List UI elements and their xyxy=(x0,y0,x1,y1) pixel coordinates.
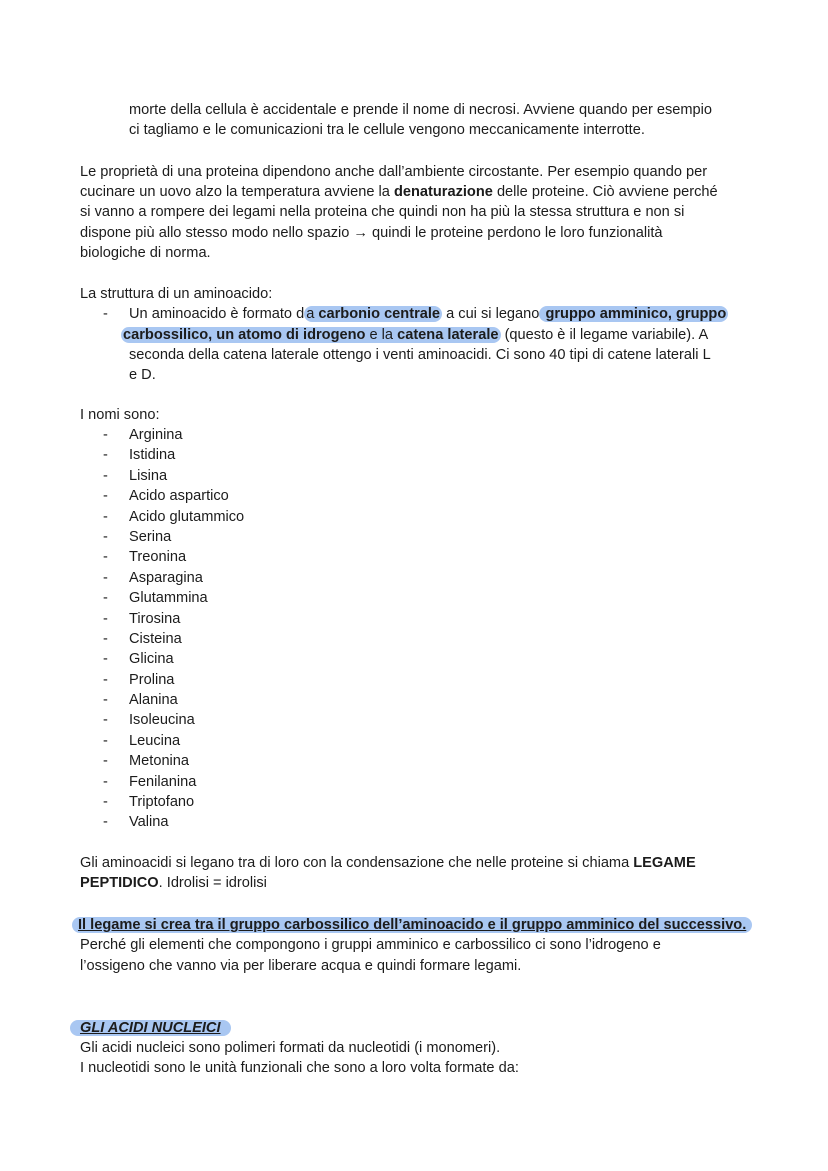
list-item-label: Serina xyxy=(129,528,172,545)
list-item-dash: - xyxy=(103,671,108,688)
structure-bullet-dash: - xyxy=(103,306,108,322)
list-item-dash: - xyxy=(103,814,108,831)
aminoacid-names-list xyxy=(80,425,480,833)
list-item-dash: - xyxy=(103,794,108,811)
names-intro: I nomi sono: xyxy=(80,407,160,423)
highlight-bond: Il legame si crea tra il gruppo carbossilico dell’aminoacido e il gruppo amminico del successivo. xyxy=(72,917,752,933)
nucleic-line-2: I nucleotidi sono le unità funzionali che sono a loro volta formate da: xyxy=(80,1060,519,1076)
list-item-dash: - xyxy=(103,610,108,627)
structure-intro: La struttura di un aminoacido: xyxy=(80,286,273,302)
bond-line-3: l’ossigeno che vanno via per liberare acqua e quindi formare legami. xyxy=(80,958,522,974)
list-item-dash: - xyxy=(103,528,108,545)
list-item xyxy=(80,629,480,649)
structure-bullet-line-4: e D. xyxy=(129,367,156,383)
nucleic-line-1: Gli acidi nucleici sono polimeri formati da nucleotidi (i monomeri). xyxy=(80,1040,501,1056)
denaturation-line-2: cucinare un uovo alzo la temperatura avviene la denaturazione delle proteine. Ciò avviene perché xyxy=(80,184,718,200)
list-item-dash: - xyxy=(103,651,108,668)
list-item-dash: - xyxy=(103,692,108,709)
list-item xyxy=(80,445,480,465)
list-item xyxy=(80,812,480,832)
denaturation-line-1: Le proprietà di una proteina dipendono anche dall’ambiente circostante. Per esempio quando per xyxy=(80,164,708,180)
structure-bullet-line-3: seconda della catena laterale ottengo i venti aminoacidi. Ci sono 40 tipi di catene laterali L xyxy=(129,347,711,363)
highlight-carbonio: a carbonio centrale xyxy=(306,306,441,322)
highlight-nucleic-heading: GLI ACIDI NUCLEICI xyxy=(70,1020,231,1036)
list-item-label: Treonina xyxy=(129,549,187,566)
bond-line-2: Perché gli elementi che compongono i gruppi amminico e carbossilico ci sono l’idrogeno e xyxy=(80,937,661,953)
bond-highlight-line xyxy=(72,915,752,935)
structure-bullet-line-2: carbossilico, un atomo di idrogeno e la catena laterale (questo è il legame variabile). A xyxy=(123,327,709,343)
list-item-dash: - xyxy=(103,712,108,729)
list-item xyxy=(80,547,480,567)
list-item-label: Glutammina xyxy=(129,590,208,607)
list-item-label: Istidina xyxy=(129,447,176,464)
list-item xyxy=(80,609,480,629)
denaturation-line-4: dispone più allo stesso modo nello spazio → quindi le proteine perdono le loro funzionalità xyxy=(80,225,663,241)
list-item xyxy=(80,527,480,547)
list-item xyxy=(80,690,480,710)
peptide-line-2: PEPTIDICO. Idrolisi = idrolisi xyxy=(80,875,267,891)
list-item-dash: - xyxy=(103,590,108,607)
list-item-label: Alanina xyxy=(129,692,178,709)
list-item-label: Acido glutammico xyxy=(129,508,245,525)
list-item-label: Isoleucina xyxy=(129,712,195,729)
list-item xyxy=(80,649,480,669)
list-item-label: Triptofano xyxy=(129,794,195,811)
necrosis-line-1: morte della cellula è accidentale e prende il nome di necrosi. Avviene quando per esempio xyxy=(129,102,713,118)
list-item-dash: - xyxy=(103,773,108,790)
nucleic-heading xyxy=(70,1018,231,1038)
list-item-dash: - xyxy=(103,467,108,484)
list-item-dash: - xyxy=(103,569,108,586)
list-item xyxy=(80,792,480,812)
denaturation-line-5: biologiche di norma. xyxy=(80,245,211,261)
list-item xyxy=(80,772,480,792)
denaturation-line-3: si vanno a rompere dei legami nella proteina che quindi non ha più la stessa struttura e non si xyxy=(80,204,685,220)
structure-bullet-line-1: Un aminoacido è formato d a carbonio centrale a cui si legano gruppo amminico, gruppo xyxy=(129,306,727,322)
list-item-dash: - xyxy=(103,732,108,749)
list-item-label: Glicina xyxy=(129,651,174,668)
list-item xyxy=(80,466,480,486)
list-item xyxy=(80,670,480,690)
list-item-dash: - xyxy=(103,447,108,464)
list-item-label: Fenilanina xyxy=(129,773,197,790)
list-item-dash: - xyxy=(103,753,108,770)
list-item-label: Tirosina xyxy=(129,610,181,627)
list-item-label: Valina xyxy=(129,814,169,831)
list-item-dash: - xyxy=(103,549,108,566)
peptide-line-1: Gli aminoacidi si legano tra di loro con la condensazione che nelle proteine si chiama LEGAME xyxy=(80,855,696,871)
list-item xyxy=(80,568,480,588)
highlight-gruppo-amminico: gruppo amminico, gruppo xyxy=(541,306,727,322)
list-item xyxy=(80,588,480,608)
list-item xyxy=(80,710,480,730)
list-item-label: Acido aspartico xyxy=(129,488,229,505)
list-item-label: Cisteina xyxy=(129,630,182,647)
list-item-label: Asparagina xyxy=(129,569,203,586)
list-item-dash: - xyxy=(103,630,108,647)
list-item-label: Leucina xyxy=(129,732,181,749)
list-item-label: Prolina xyxy=(129,671,175,688)
list-item xyxy=(80,731,480,751)
list-item-label: Metonina xyxy=(129,753,190,770)
necrosis-line-2: ci tagliamo e le comunicazioni tra le cellule vengono meccanicamente interrotte. xyxy=(129,122,645,138)
list-item-label: Arginina xyxy=(129,427,183,443)
list-item-label: Lisina xyxy=(129,467,168,484)
list-item xyxy=(80,751,480,771)
list-item xyxy=(80,507,480,527)
denaturation-term: denaturazione xyxy=(393,184,493,200)
highlight-carbossilico: carbossilico, un atomo di idrogeno e la catena laterale xyxy=(123,327,499,343)
list-item-dash: - xyxy=(103,488,108,505)
list-item-dash: - xyxy=(103,427,108,443)
list-item xyxy=(80,425,480,445)
list-item-dash: - xyxy=(103,508,108,525)
list-item xyxy=(80,486,480,506)
